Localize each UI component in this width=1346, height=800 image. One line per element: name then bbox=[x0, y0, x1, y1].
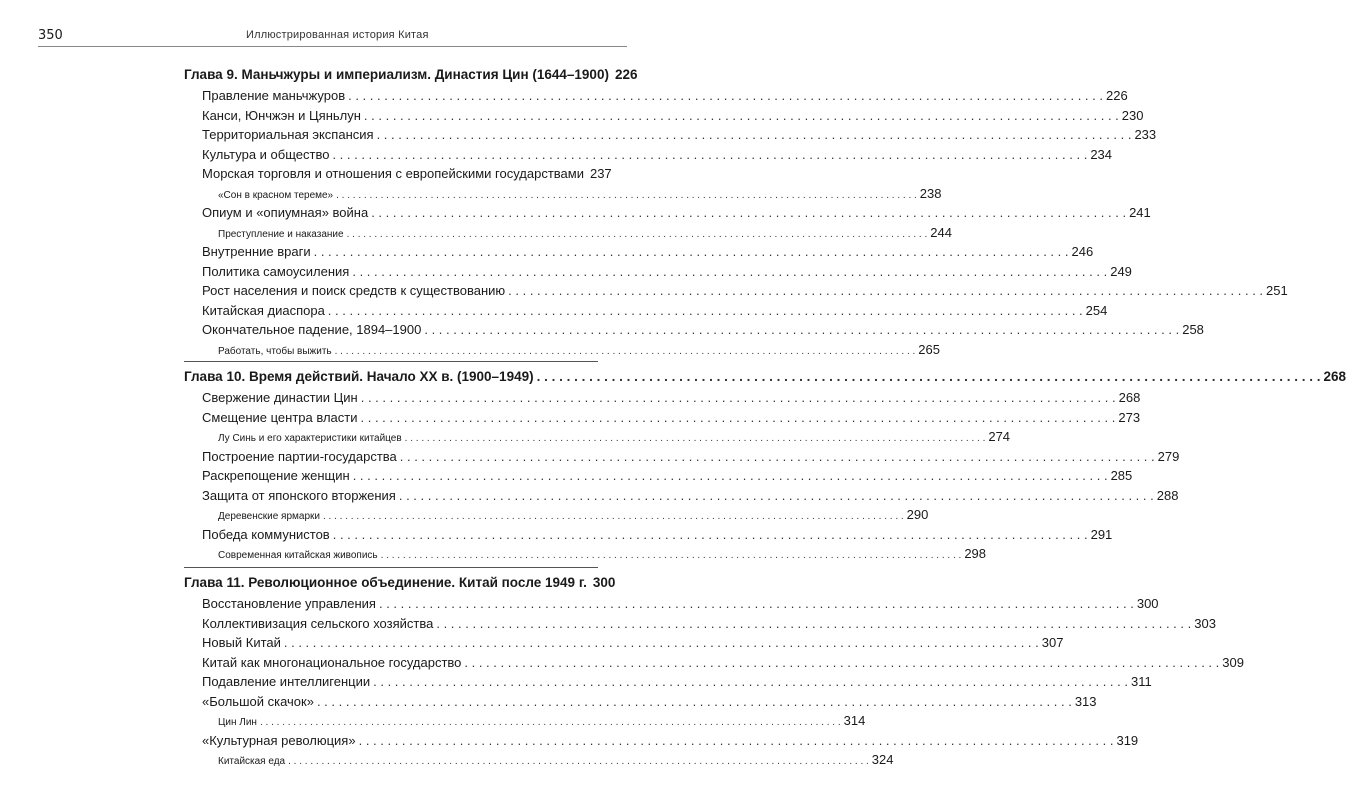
toc-chapter-10 bbox=[184, 366, 1346, 564]
dot-leader bbox=[400, 447, 1155, 467]
toc-section-entry-title: Свержение династии Цин bbox=[202, 390, 358, 405]
dot-leader bbox=[537, 366, 1321, 388]
toc-subsection-entry[interactable] bbox=[218, 184, 942, 204]
toc-section-entry-title: Победа коммунистов bbox=[202, 526, 330, 542]
dot-leader bbox=[332, 145, 1087, 165]
toc-subsection-entry-page-number: 244 bbox=[930, 224, 952, 240]
toc-section-entry-page-number: 251 bbox=[1266, 283, 1288, 298]
toc-chapter-11 bbox=[184, 572, 1244, 770]
toc-section-entry[interactable] bbox=[202, 633, 1064, 653]
toc-subsection-entry-title: Цин Лин bbox=[218, 717, 257, 728]
toc-subsection-entry[interactable] bbox=[218, 711, 866, 731]
toc-subsection-entry[interactable] bbox=[218, 223, 952, 243]
dot-leader bbox=[335, 342, 916, 362]
dot-leader bbox=[348, 86, 1103, 106]
toc-subsection-entry-title: Работать, чтобы выжить bbox=[218, 345, 332, 357]
toc-section-entry-title: Окончательное падение, 1894–1900 bbox=[202, 322, 422, 337]
toc-section-entry[interactable] bbox=[202, 164, 612, 184]
toc-section-entry[interactable] bbox=[202, 731, 1139, 751]
toc-section-entry-page-number: 249 bbox=[1110, 263, 1132, 279]
toc-subsection-entry[interactable] bbox=[218, 427, 1011, 447]
toc-subsection-entry-title: Лу Синь и его характеристики китайцев bbox=[218, 433, 402, 444]
toc-section-entry-page-number: 319 bbox=[1116, 732, 1139, 748]
running-title: Иллюстрированная история Китая bbox=[246, 29, 429, 41]
dot-leader bbox=[333, 525, 1088, 545]
dot-leader bbox=[353, 466, 1108, 486]
toc-subsection-entry-title: Преступление и наказание bbox=[218, 228, 344, 240]
chapter-divider bbox=[184, 567, 598, 568]
dot-leader bbox=[364, 106, 1119, 126]
dot-leader bbox=[361, 388, 1116, 408]
toc-subsection-entry[interactable] bbox=[218, 750, 894, 770]
toc-section-entry[interactable] bbox=[202, 466, 1133, 486]
toc-section-entry-page-number: 273 bbox=[1118, 409, 1141, 425]
toc-section-entry-page-number: 300 bbox=[1136, 596, 1159, 611]
toc-chapter-heading[interactable] bbox=[184, 572, 616, 594]
dot-leader bbox=[381, 546, 962, 566]
toc-section-entry-page-number: 258 bbox=[1182, 322, 1204, 337]
toc-section-entry-page-number: 307 bbox=[1041, 635, 1064, 650]
toc-section-entry-title: Китай как многонациональное государство bbox=[202, 654, 462, 670]
dot-leader bbox=[284, 633, 1039, 653]
dot-leader bbox=[464, 653, 1219, 673]
toc-section-entry[interactable] bbox=[202, 594, 1159, 614]
toc-section-entry-title: Защита от японского вторжения bbox=[202, 487, 396, 503]
toc-subsection-entry-title: Современная китайская живопись bbox=[218, 550, 378, 561]
toc-subsection-entry-page-number: 238 bbox=[919, 185, 942, 201]
toc-subsection-entry-page-number: 314 bbox=[843, 713, 866, 728]
dot-leader bbox=[314, 242, 1069, 262]
toc-chapter-heading-title: Глава 11. Революционное объединение. Китай после 1949 г. bbox=[184, 575, 587, 590]
toc-section-entry[interactable] bbox=[202, 692, 1097, 712]
toc-chapter-9 bbox=[184, 64, 1288, 359]
toc-section-entry-title: Канси, Юнчжэн и Цяньлун bbox=[202, 107, 361, 123]
dot-leader bbox=[399, 486, 1154, 506]
running-header bbox=[38, 26, 627, 47]
chapter-divider bbox=[184, 361, 598, 362]
toc-section-entry[interactable] bbox=[202, 281, 1288, 301]
toc-subsection-entry-title: Деревенские ярмарки bbox=[218, 511, 320, 522]
dot-leader bbox=[373, 672, 1128, 692]
toc-section-entry[interactable] bbox=[202, 125, 1157, 145]
toc-section-entry-page-number: 237 bbox=[589, 166, 612, 181]
toc-section-entry[interactable] bbox=[202, 262, 1132, 282]
toc-section-entry-title: Восстановление управления bbox=[202, 596, 376, 611]
toc-section-entry-page-number: 313 bbox=[1074, 693, 1097, 709]
toc-section-entry-page-number: 234 bbox=[1090, 146, 1113, 162]
toc-section-entry[interactable] bbox=[202, 672, 1152, 692]
toc-section-entry[interactable] bbox=[202, 408, 1141, 428]
toc-section-entry[interactable] bbox=[202, 447, 1180, 467]
dot-leader bbox=[424, 320, 1179, 340]
toc-section-entry-title: Подавление интеллигенции bbox=[202, 674, 371, 689]
toc-section-entry-page-number: 285 bbox=[1110, 468, 1133, 483]
toc-section-entry-page-number: 309 bbox=[1222, 654, 1244, 670]
toc-chapter-heading-page-number: 300 bbox=[592, 575, 616, 590]
toc-section-entry-page-number: 291 bbox=[1090, 526, 1113, 542]
toc-section-entry-title: Новый Китай bbox=[202, 635, 281, 650]
toc-section-entry-page-number: 233 bbox=[1134, 127, 1157, 142]
toc-subsection-entry-page-number: 324 bbox=[871, 752, 894, 767]
toc-section-entry-title: Морская торговля и отношения с европейскими государствами bbox=[202, 166, 584, 181]
dot-leader bbox=[328, 301, 1083, 321]
toc-chapter-heading-title: Глава 10. Время действий. Начало XX в. (1900–1949) bbox=[184, 369, 534, 384]
toc-section-entry[interactable] bbox=[202, 242, 1094, 262]
toc-section-entry[interactable] bbox=[202, 320, 1204, 340]
toc-subsection-entry-title: Китайская еда bbox=[218, 756, 286, 767]
toc-subsection-entry[interactable] bbox=[218, 544, 987, 564]
toc-section-entry-title: «Большой скачок» bbox=[202, 693, 314, 709]
dot-leader bbox=[436, 614, 1191, 634]
toc-section-entry-title: Территориальная экспансия bbox=[202, 127, 374, 142]
toc-section-entry[interactable] bbox=[202, 653, 1244, 673]
toc-section-entry[interactable] bbox=[202, 525, 1113, 545]
toc-section-entry[interactable] bbox=[202, 145, 1113, 165]
toc-section-entry-title: Правление маньчжуров bbox=[202, 88, 346, 103]
toc-subsection-entry-page-number: 265 bbox=[918, 341, 940, 357]
toc-subsection-entry-title: «Сон в красном тереме» bbox=[218, 189, 334, 201]
toc-subsection-entry-page-number: 298 bbox=[964, 546, 987, 561]
toc-section-entry[interactable] bbox=[202, 614, 1216, 634]
toc-section-entry-title: Рост населения и поиск средств к существованию bbox=[202, 283, 506, 298]
toc-section-entry[interactable] bbox=[202, 486, 1179, 506]
toc-section-entry-page-number: 288 bbox=[1156, 487, 1179, 503]
toc-section-entry[interactable] bbox=[202, 203, 1151, 223]
toc-section-entry-title: Китайская диаспора bbox=[202, 302, 325, 318]
toc-section-entry-page-number: 230 bbox=[1121, 107, 1144, 123]
toc-section-entry-page-number: 254 bbox=[1085, 302, 1108, 318]
dot-leader bbox=[317, 692, 1072, 712]
toc-chapter-heading-page-number: 226 bbox=[614, 67, 638, 82]
toc-section-entry-page-number: 241 bbox=[1129, 205, 1151, 220]
toc-chapter-heading[interactable] bbox=[184, 64, 638, 86]
dot-leader bbox=[379, 594, 1134, 614]
page-number: 350 bbox=[38, 28, 63, 43]
dot-leader bbox=[361, 408, 1116, 428]
toc-section-entry-title: Политика самоусиления bbox=[202, 263, 350, 279]
toc-section-entry-title: Раскрепощение женщин bbox=[202, 468, 350, 483]
toc-section-entry-title: «Культурная революция» bbox=[202, 732, 356, 748]
toc-section-entry-title: Коллективизация сельского хозяйства bbox=[202, 615, 434, 631]
toc-section-entry-page-number: 268 bbox=[1118, 390, 1141, 405]
toc-section-entry-title: Культура и общество bbox=[202, 146, 330, 162]
dot-leader bbox=[508, 281, 1263, 301]
toc-section-entry-page-number: 226 bbox=[1105, 88, 1128, 103]
toc-chapter-heading-page-number: 268 bbox=[1323, 369, 1346, 384]
toc-chapter-heading-title: Глава 9. Маньчжуры и империализм. Династия Цин (1644–1900) bbox=[184, 67, 609, 82]
toc-section-entry-page-number: 246 bbox=[1071, 244, 1094, 259]
toc-section-entry[interactable] bbox=[202, 301, 1108, 321]
toc-section-entry[interactable] bbox=[202, 86, 1128, 106]
toc-section-entry-page-number: 303 bbox=[1194, 615, 1216, 631]
toc-section-entry-page-number: 279 bbox=[1157, 448, 1180, 464]
toc-chapter-heading[interactable] bbox=[184, 366, 1346, 388]
toc-section-entry[interactable] bbox=[202, 388, 1141, 408]
dot-leader bbox=[288, 752, 869, 772]
toc-section-entry-title: Внутренние враги bbox=[202, 244, 311, 259]
toc-subsection-entry[interactable] bbox=[218, 505, 929, 525]
toc-section-entry-title: Опиум и «опиумная» война bbox=[202, 205, 369, 220]
dot-leader bbox=[352, 262, 1107, 282]
dot-leader bbox=[359, 731, 1114, 751]
toc-subsection-entry-page-number: 290 bbox=[906, 507, 929, 522]
toc-subsection-entry[interactable] bbox=[218, 340, 940, 360]
toc-section-entry-title: Построение партии-государства bbox=[202, 448, 397, 464]
toc-section-entry-title: Смещение центра власти bbox=[202, 409, 358, 425]
dot-leader bbox=[371, 203, 1126, 223]
toc-section-entry-page-number: 311 bbox=[1131, 674, 1152, 689]
toc-section-entry[interactable] bbox=[202, 106, 1144, 126]
dot-leader bbox=[377, 125, 1132, 145]
toc-subsection-entry-page-number: 274 bbox=[988, 429, 1011, 444]
